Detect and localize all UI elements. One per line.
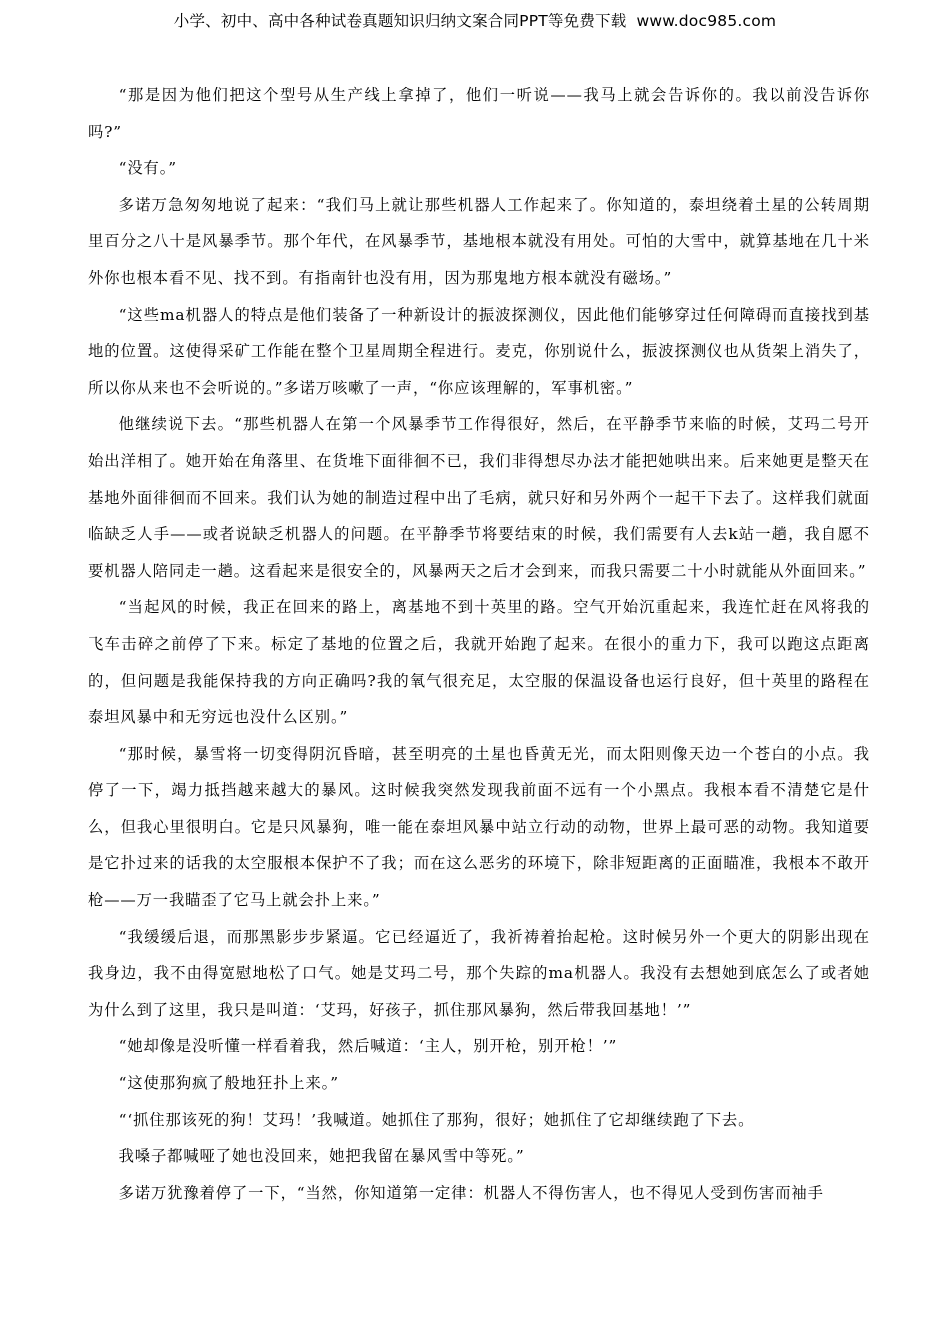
header-url[interactable]: www.doc985.com [636, 12, 777, 30]
paragraph: “那是因为他们把这个型号从生产线上拿掉了，他们一听说——我马上就会告诉你的。我以前没告诉你吗?” [88, 86, 870, 141]
paragraph: “这些ma机器人的特点是他们装备了一种新设计的振波探测仪，因此他们能够穿过任何障碍而直接找到基地的位置。这使得采矿工作能在整个卫星周期全程进行。麦克，你别说什么，振波探测仪也从货架上消失了，所以你从来也不会听说的。”多诺万咳嗽了一声，“你应该理解的，军事机密。” [88, 305, 870, 397]
paragraph: “我缓缓后退，而那黑影步步紧逼。它已经逼近了，我祈祷着抬起枪。这时候另外一个更大的阴影出现在我身边，我不由得宽慰地松了口气。她是艾玛二号，那个失踪的ma机器人。我没有去想她到底怎么了或者她为什么到了这里，我只是叫道：‘艾玛，好孩子，抓住那风暴狗，然后带我回基地！’” [88, 927, 870, 1019]
page-header [0, 9, 950, 31]
paragraph: “没有。” [118, 159, 177, 178]
paragraph: “她却像是没听懂一样看着我，然后喊道：‘主人，别开枪，别开枪！’” [118, 1037, 618, 1056]
paragraph: 多诺万犹豫着停了一下，“当然，你知道第一定律：机器人不得伤害人，也不得见人受到伤害而袖手 [118, 1183, 824, 1202]
paragraph: “这使那狗疯了般地狂扑上来。” [118, 1074, 339, 1093]
body-text [88, 77, 870, 1211]
paragraph: 他继续说下去。“那些机器人在第一个风暴季节工作得很好，然后，在平静季节来临的时候，艾玛二号开始出洋相了。她开始在角落里、在货堆下面徘徊不已，我们非得想尽办法才能把她哄出来。后来她更是整天在基地外面徘徊而不回来。我们认为她的制造过程中出了毛病，就只好和另外两个一起干下去了。这样我们就面临缺乏人手——或者说缺乏机器人的问题。在平静季节将要结束的时候，我们需要有人去k站一趟，我自愿不要机器人陪同走一趟。这看起来是很安全的，风暴两天之后才会到来，而我只需要二十小时就能从外面回来。” [88, 415, 870, 580]
paragraph: 多诺万急匆匆地说了起来：“我们马上就让那些机器人工作起来了。你知道的，泰坦绕着土星的公转周期里百分之八十是风暴季节。那个年代，在风暴季节，基地根本就没有用处。可怕的大雪中，就算基地在几十米外你也根本看不见、找不到。有指南针也没有用，因为那鬼地方根本就没有磁场。” [88, 195, 870, 287]
paragraph: “当起风的时候，我正在回来的路上，离基地不到十英里的路。空气开始沉重起来，我连忙赶在风将我的飞车击碎之前停了下来。标定了基地的位置之后，我就开始跑了起来。在很小的重力下，我可以跑这点距离的，但问题是我能保持我的方向正确吗?我的氧气很充足，太空服的保温设备也运行良好，但十英里的路程在泰坦风暴中和无穷远也没什么区别。” [88, 598, 870, 727]
paragraph: “‘抓住那该死的狗！艾玛！’我喊道。她抓住了那狗，很好；她抓住了它却继续跑了下去。 [118, 1110, 755, 1129]
paragraph: “那时候，暴雪将一切变得阴沉昏暗，甚至明亮的土星也昏黄无光，而太阳则像天边一个苍白的小点。我停了一下，竭力抵挡越来越大的暴风。这时候我突然发现我前面不远有一个小黑点。我根本看不清楚它是什么，但我心里很明白。它是只风暴狗，唯一能在泰坦风暴中站立行动的动物，世界上最可恶的动物。我知道要是它扑过来的话我的太空服根本保护不了我；而在这么恶劣的环境下，除非短距离的正面瞄准，我根本不敢开枪——万一我瞄歪了它马上就会扑上来。” [88, 744, 870, 910]
header-title: 小学、初中、高中各种试卷真题知识归纳文案合同PPT等免费下载 [173, 12, 627, 30]
paragraph: 我嗓子都喊哑了她也没回来，她把我留在暴风雪中等死。” [118, 1147, 525, 1166]
